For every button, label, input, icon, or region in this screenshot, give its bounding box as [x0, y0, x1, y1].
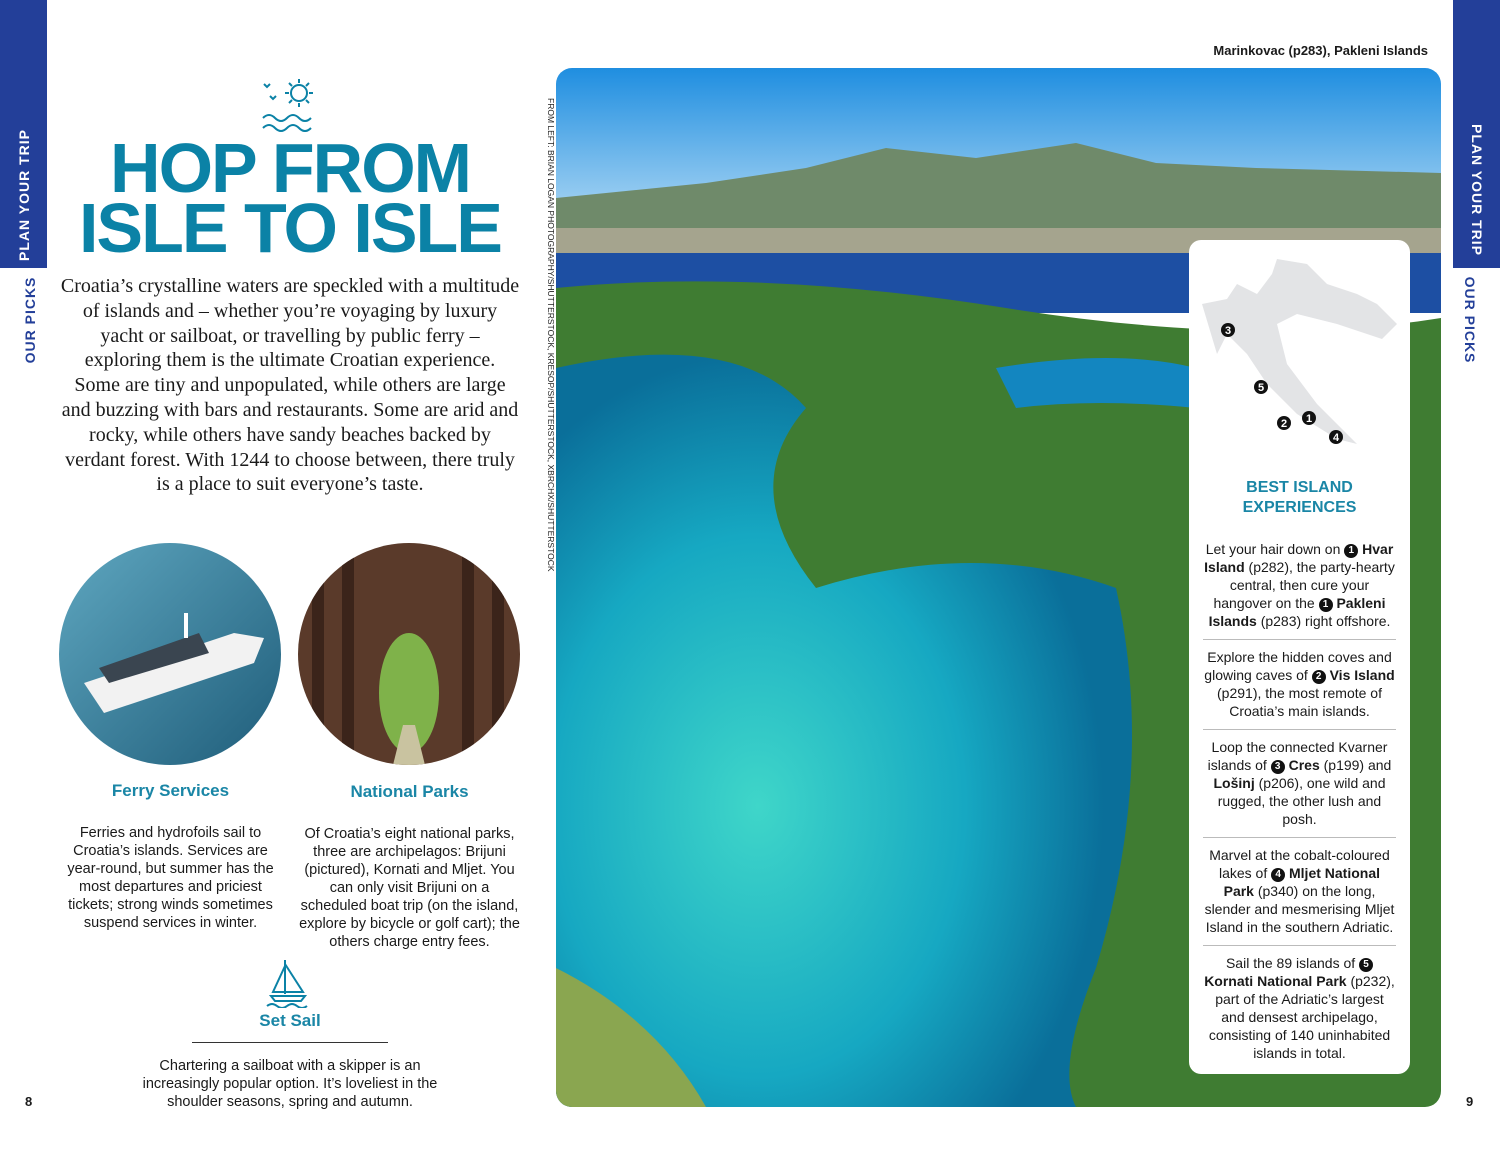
map-marker: 4	[1332, 432, 1340, 444]
page-title: HOP FROM ISLE TO ISLE	[78, 129, 501, 267]
section-label: PLAN YOUR TRIP	[15, 129, 32, 261]
intro-text: Croatia’s crystalline waters are speckled with a multitude of islands and – whether you’re voyaging by luxury yacht or sailboat, or travelling by public ferry – exploring them is the ultimate Croatian experience. Some are tiny and unpopulated, while others are large and buzzing with bars and restaurants. Some are arid and rocky, while others have sandy beaches backed by verdant forest. With 1244 to choose between, there truly is a place to suit everyone’s taste.	[60, 275, 520, 496]
section-tab-left	[0, 0, 47, 268]
experience-item: Sail the 89 islands of 5 Kornati National Park (p232), part of the Adriatic’s largest and densest archipelago, consisting of 140 uninhabited islands in total.	[1203, 945, 1396, 1071]
experience-item: Let your hair down on 1 Hvar Island (p282), the party-hearty central, then cure your hangover on the 1 Pakleni Islands (p283) right offshore.	[1204, 541, 1395, 629]
ferry-photo	[59, 543, 281, 765]
map-marker: 3	[1224, 325, 1232, 337]
photo-caption: Marinkovac (p283), Pakleni Islands	[1213, 43, 1428, 58]
experience-item: Marvel at the cobalt-coloured lakes of 4 Mljet National Park (p340) on the long, slender and mesmerising Mljet Island in the southern Adriatic.	[1203, 837, 1396, 945]
feature-national-parks: National Parks Of Croatia’s eight national parks, three are archipelagos: Brijuni (pictured), Kornati and Mljet. You can only visit Brijuni on a scheduled boat trip (on the island, explore by bicycle or golf cart); the others charge entry fees.	[299, 782, 520, 950]
map-marker: 2	[1280, 418, 1288, 430]
subsection-label-right: OUR PICKS	[1462, 276, 1478, 364]
page-number-left: 8	[25, 1094, 33, 1109]
forest-path-photo	[298, 543, 520, 765]
sailboat-icon	[265, 958, 313, 1008]
section-label: PLAN YOUR TRIP	[1468, 124, 1485, 256]
section-tab-right	[1453, 0, 1500, 268]
feature-set-sail: Set Sail Chartering a sailboat with a skipper is an increasingly popular option. It’s loveliest in the shoulder seasons, spring and autumn.	[142, 1011, 438, 1110]
map-marker: 1	[1305, 413, 1313, 425]
feature-ferry: Ferry Services Ferries and hydrofoils sail to Croatia’s islands. Services are year-round, but summer has the most departures and priciest tickets; strong winds sometimes suspend services in winter.	[67, 781, 274, 931]
panel-heading: BEST ISLAND EXPERIENCES	[1242, 479, 1357, 516]
photo-credit: FROM LEFT: BRIAN LOGAN PHOTOGRAPHY/SHUTTERSTOCK, KRESOP/SHUTTERSTOCK, XBRCHX/SHUTTERSTOCK	[546, 98, 556, 572]
subsection-label-left: OUR PICKS	[22, 276, 38, 364]
page-number-right: 9	[1466, 1094, 1474, 1109]
experience-item: Explore the hidden coves and glowing caves of 2 Vis Island (p291), the most remote of Croatia’s main islands.	[1203, 639, 1396, 729]
experience-item: Loop the connected Kvarner islands of 3 Cres (p199) and Lošinj (p206), one wild and rugged, the other lush and posh.	[1203, 729, 1396, 837]
croatia-map	[1197, 254, 1397, 454]
map-marker: 5	[1257, 382, 1265, 394]
best-island-experiences-panel	[1189, 240, 1410, 1074]
sun-sea-icon	[260, 76, 318, 132]
